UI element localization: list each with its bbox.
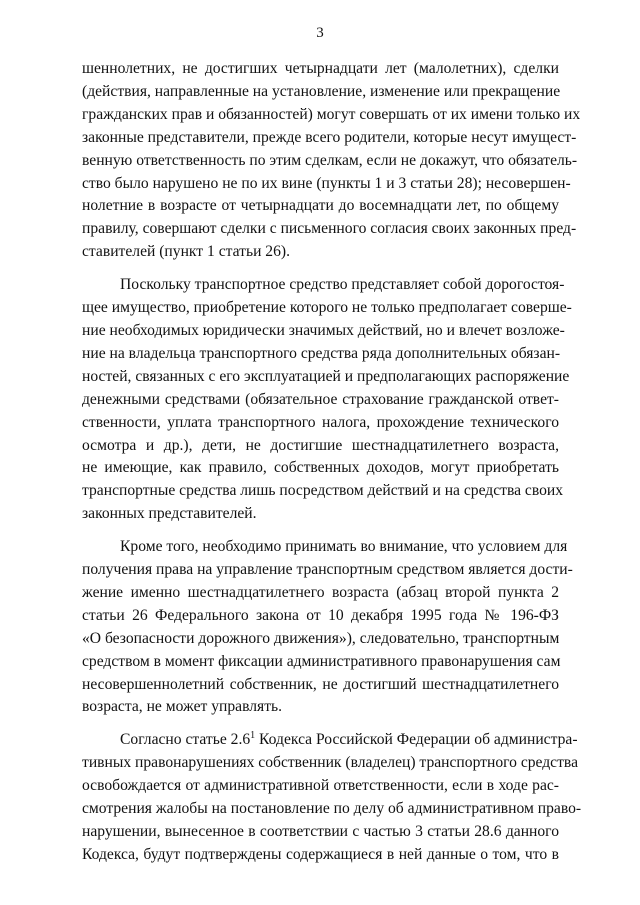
text-line: ние на владельца транспортного средства ряда дополнительных обязан- [82, 344, 561, 362]
paragraph-2 [82, 274, 572, 526]
document-body [82, 58, 582, 877]
text-line: гражданских прав и обязанностей) могут совершать от их имени только их [82, 105, 581, 123]
text-line: смотрения жалобы на постановление по делу об административном право- [82, 800, 582, 818]
text-line: жение именно шестнадцатилетнего возраста (абзац второй пункта 2 [82, 583, 559, 601]
text-line: (действия, направленные на установление, изменение или прекращение [82, 82, 561, 100]
text-line: статьи 26 Федерального закона от 10 декабря 1995 года № 196-ФЗ [82, 606, 559, 624]
text-line: тивных правонарушениях собственник (владелец) транспортного средства [82, 754, 578, 772]
text-line: нарушении, вынесенное в соответствии с частью 3 статьи 28.6 данного [82, 823, 559, 840]
text-line: законных представителей. [82, 505, 257, 523]
text-line: Поскольку транспортное средство представляет собой дорогостоя- [120, 276, 565, 294]
text-line: ственности, уплата транспортного налога, прохождение технического [82, 413, 559, 431]
superscript-mark: 1 [250, 730, 256, 742]
text-line: Кодекса, будут подтверждены содержащиеся в ней данные о том, что в [82, 845, 559, 863]
text-line: осмотра и др.), дети, не достигшие шестнадцатилетнего возраста, [82, 436, 559, 454]
text-line: получения права на управление транспортным средством является дости- [82, 561, 573, 579]
text-fragment: Согласно статье 2.6 [120, 731, 251, 749]
text-line: ностей, связанных с его эксплуатацией и предполагающих распоряжение [82, 367, 570, 385]
paragraph-4 [82, 729, 582, 866]
text-line: транспортные средства лишь посредством действий и на средства своих [82, 482, 564, 500]
text-line: правилу, совершают сделки с письменного согласия своих законных пред- [82, 220, 577, 238]
text-line: ство было нарушено не по их вине (пункты 1 и 3 статьи 28); несовершен- [82, 174, 571, 192]
text-line: шеннолетних, не достигших четырнадцати лет (малолетних), сделки [82, 60, 559, 77]
text-line: ние необходимых юридически значимых действий, но и влечет возложе- [82, 321, 565, 339]
text-line: «О безопасности дорожного движения»), следовательно, транспортным [82, 629, 560, 647]
text-fragment: Кодекса Российской Федерации об администра- [255, 731, 578, 749]
text-line [82, 729, 578, 752]
text-line: ставителей (пункт 1 статьи 26). [82, 243, 290, 261]
text-line: нолетние в возрасте от четырнадцати до восемнадцати лет, по общему [82, 197, 559, 215]
text-line: венную ответственность по этим сделкам, если не докажут, что обязатель- [82, 151, 578, 169]
paragraph-1 [82, 58, 581, 264]
text-line: возраста, не может управлять. [82, 698, 283, 716]
text-line: Кроме того, необходимо принимать во внимание, что условием для [120, 538, 568, 556]
text-line: несовершеннолетний собственник, не достигший шестнадцатилетнего [82, 675, 559, 693]
paragraph-3 [82, 536, 573, 719]
text-line: щее имущество, приобретение которого не только предполагает соверше- [82, 299, 572, 317]
text-line: средством в момент фиксации административного правонарушения сам [82, 652, 561, 670]
text-line: законные представители, прежде всего родители, которые несут имущест- [82, 128, 577, 146]
text-line: освобождается от административной ответственности, если в ходе рас- [82, 777, 559, 795]
page-number: 3 [316, 25, 324, 41]
text-line: не имеющие, как правило, собственных доходов, могут приобретать [82, 459, 559, 477]
text-line: денежными средствами (обязательное страхование гражданской ответ- [82, 390, 559, 408]
